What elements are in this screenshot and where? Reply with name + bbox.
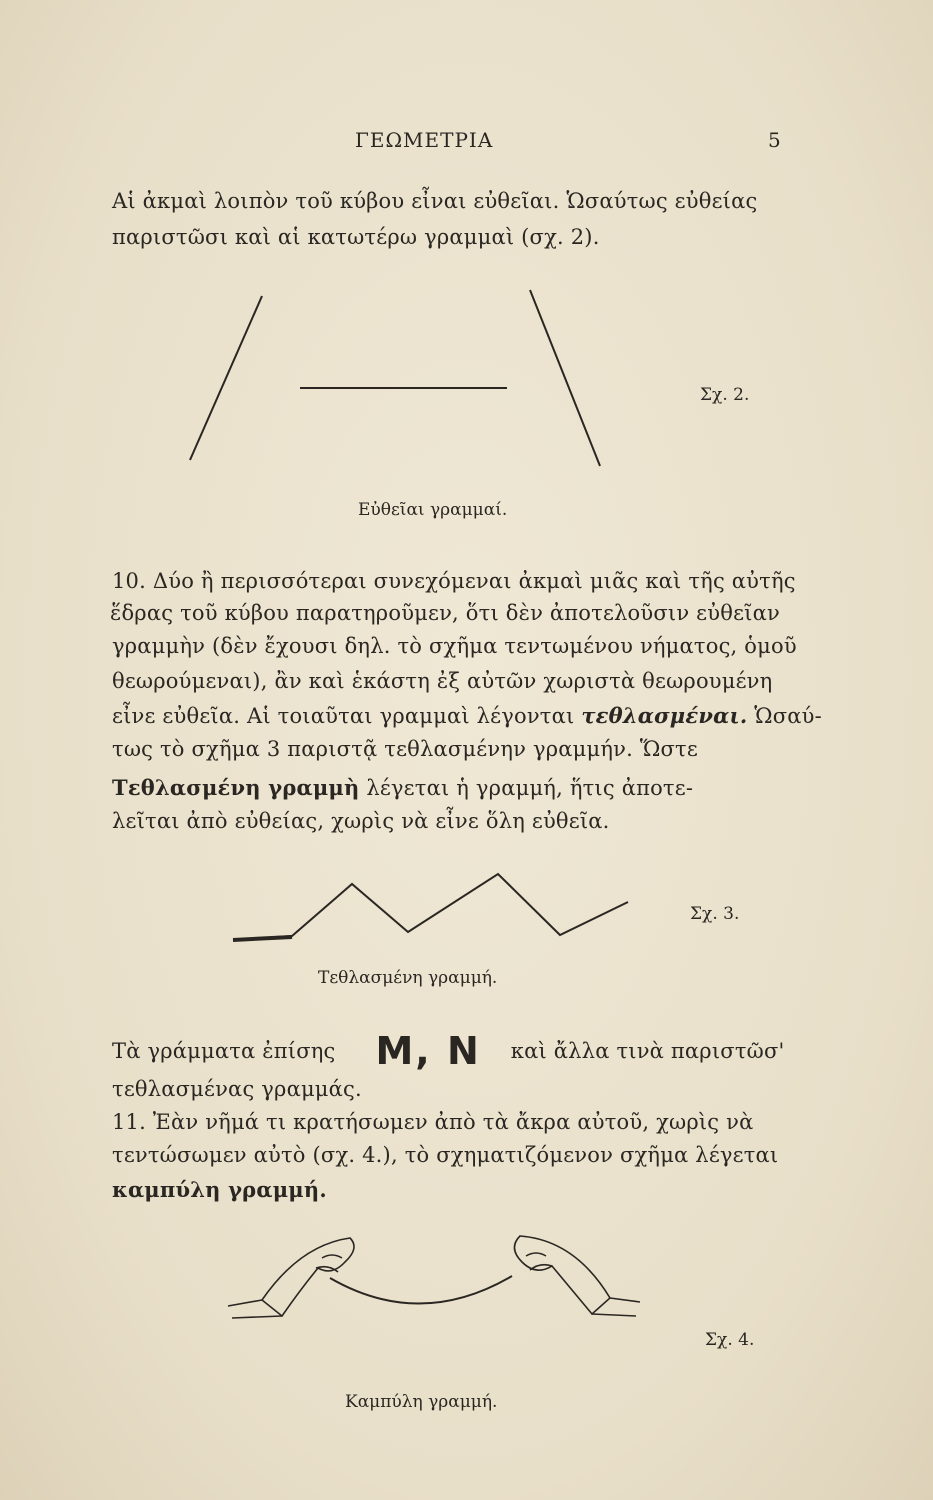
para2-line5: εἶνε εὐθεῖα. Αἱ τοιαῦται γραμμαὶ λέγονται τεθλασμέναι. Ὡσαύ- <box>112 703 822 728</box>
fig3-zigzag-line <box>233 874 628 940</box>
para4-line3: καμπύλη γραμμή. <box>112 1177 327 1202</box>
fig3-caption: Τεθλασμένη γραμμή. <box>318 968 498 988</box>
letters-m-n: M, N <box>375 1029 481 1073</box>
para2-line3: γραμμὴν (δὲν ἔχουσι δηλ. τὸ σχῆμα τεντωμένου νήματος, ὁμοῦ <box>112 634 797 658</box>
para2-line2: ἕδρας τοῦ κύβου παρατηροῦμεν, ὅτι δὲν ἀποτελοῦσιν εὐθεῖαν <box>110 601 780 625</box>
fig2-caption: Εὐθεῖαι γραμμαί. <box>358 500 508 520</box>
para2-line7: Τεθλασμένη γραμμὴ λέγεται ἡ γραμμή, ἥτις ἀποτε- <box>112 775 694 800</box>
fig2-slanted-line-left <box>190 296 262 460</box>
para4-line2: τεντώσωμεν αὐτὸ (σχ. 4.), τὸ σχηματιζόμενον σχῆμα λέγεται <box>112 1143 779 1167</box>
fig2-slanted-line-right <box>530 290 600 466</box>
para2-line1: 10. Δύο ἢ περισσότεραι συνεχόμεναι ἀκμαὶ μιᾶς καὶ τῆς αὐτῆς <box>112 569 796 593</box>
fig4-left-hand <box>228 1238 354 1318</box>
fig4-caption: Καμπύλη γραμμή. <box>345 1392 498 1412</box>
fig3-label: Σχ. 3. <box>690 904 740 924</box>
para2-line4: θεωρούμεναι), ἂν καὶ ἑκάστη ἐξ αὐτῶν χωριστὰ θεωρουμένη <box>112 669 773 693</box>
para3-line2: τεθλασμένας γραμμάς. <box>112 1077 362 1101</box>
term-tethlasmeni-grammi: Τεθλασμένη γραμμὴ <box>112 775 360 800</box>
fig4-right-hand <box>514 1236 640 1316</box>
term-tethlasmenai: τεθλασμέναι. <box>581 703 748 728</box>
para2-line6: τως τὸ σχῆμα 3 παριστᾷ τεθλασμένην γραμμήν. Ὥστε <box>112 737 698 761</box>
fig4-curve <box>330 1276 512 1304</box>
running-head: ΓΕΩΜΕΤΡΙΑ <box>355 128 494 152</box>
fig2-label: Σχ. 2. <box>700 385 750 405</box>
para1-line2: παριστῶσι καὶ αἱ κατωτέρω γραμμαὶ (σχ. 2). <box>112 225 600 249</box>
para1-line1: Αἱ ἀκμαὶ λοιπὸν τοῦ κύβου εἶναι εὐθεῖαι. Ὡσαύτως εὐθείας <box>112 189 758 213</box>
para4-line1: 11. Ἐὰν νῆμά τι κρατήσωμεν ἀπὸ τὰ ἄκρα αὐτοῦ, χωρὶς νὰ <box>112 1110 754 1134</box>
para3-line1: Τὰ γράμματα ἐπίσης M, N καὶ ἄλλα τινὰ παριστῶσ' <box>112 1029 785 1073</box>
fig3-line-start <box>233 937 292 940</box>
page-number: 5 <box>768 128 781 152</box>
fig4-label: Σχ. 4. <box>705 1330 755 1350</box>
para2-line8: λεῖται ἀπὸ εὐθείας, χωρὶς νὰ εἶνε ὅλη εὐθεῖα. <box>112 809 610 833</box>
